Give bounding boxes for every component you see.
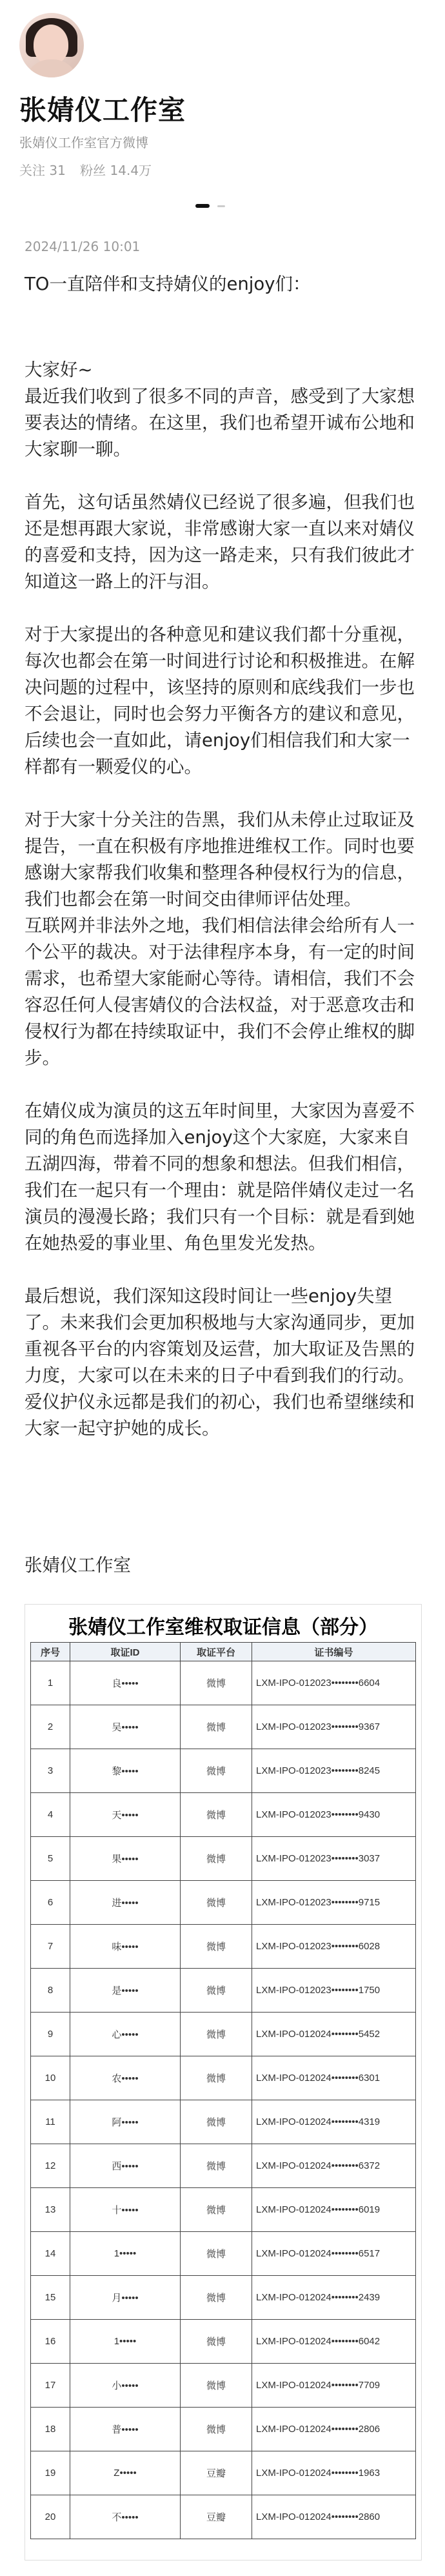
table-row xyxy=(31,2232,416,2276)
table-row xyxy=(31,1925,416,1969)
cell-evidence-id: 良••••• xyxy=(70,1661,181,1705)
table-row xyxy=(31,2013,416,2056)
table-row xyxy=(31,2100,416,2144)
cell-platform: 微博 xyxy=(181,2408,252,2451)
cell-evidence-id: 阿••••• xyxy=(70,2100,181,2144)
avatar-face-shape xyxy=(34,25,68,65)
cell-platform: 微博 xyxy=(181,1837,252,1881)
table-row xyxy=(31,2320,416,2364)
table-row xyxy=(31,2408,416,2451)
profile-stats xyxy=(19,160,162,179)
avatar[interactable] xyxy=(19,13,84,77)
table-row xyxy=(31,1969,416,2013)
header-platform: 取证平台 xyxy=(181,1643,252,1661)
cell-platform: 微博 xyxy=(181,1749,252,1793)
cell-certificate: LXM-IPO-012024••••••••2439 xyxy=(252,2276,416,2320)
cell-certificate: LXM-IPO-012024••••••••6019 xyxy=(252,2188,416,2232)
cell-platform: 微博 xyxy=(181,1705,252,1749)
cell-certificate: LXM-IPO-012024••••••••5452 xyxy=(252,2013,416,2056)
cell-index: 1 xyxy=(31,1661,70,1705)
cell-evidence-id: 小••••• xyxy=(70,2364,181,2408)
cell-index: 9 xyxy=(31,2013,70,2056)
cell-platform: 微博 xyxy=(181,2232,252,2276)
table-row xyxy=(31,2364,416,2408)
table-row xyxy=(31,2451,416,2495)
cell-index: 18 xyxy=(31,2408,70,2451)
cell-platform: 微博 xyxy=(181,2100,252,2144)
header-evidence-id: 取证ID xyxy=(70,1643,181,1661)
cell-index: 8 xyxy=(31,1969,70,2013)
table-row xyxy=(31,2056,416,2100)
cell-certificate: LXM-IPO-012024••••••••2806 xyxy=(252,2408,416,2451)
post-paragraph: 在婧仪成为演员的这五年时间里，大家因为喜爱不同的角色而选择加入enjoy这个大家庭，大家来自五湖四海，带着不同的想象和想法。但我们相信，我们在一起只有一个理由：就是陪伴婧仪走过一名演员的漫漫长路；我们只有一个目标：就是看到她在她热爱的事业里、角色里发光发热。 xyxy=(25,1100,415,1253)
cell-evidence-id: 1••••• xyxy=(70,2232,181,2276)
cell-evidence-id: 十••••• xyxy=(70,2188,181,2232)
cell-index: 4 xyxy=(31,1793,70,1837)
post-date: 2024/11/26 10:01 xyxy=(25,239,141,254)
cell-certificate: LXM-IPO-012024••••••••6517 xyxy=(252,2232,416,2276)
avatar-body-shape xyxy=(25,59,79,77)
cell-platform: 豆瓣 xyxy=(181,2495,252,2539)
cell-evidence-id: 味••••• xyxy=(70,1925,181,1969)
page-indicator xyxy=(217,205,225,207)
table-row xyxy=(31,1661,416,1705)
post-signature: 张婧仪工作室 xyxy=(25,1555,131,1576)
cell-platform: 微博 xyxy=(181,2276,252,2320)
cell-platform: 微博 xyxy=(181,2013,252,2056)
table-row xyxy=(31,1749,416,1793)
cell-index: 14 xyxy=(31,2232,70,2276)
cell-index: 13 xyxy=(31,2188,70,2232)
post-body xyxy=(25,271,424,1468)
cell-evidence-id: 农••••• xyxy=(70,2056,181,2100)
cell-evidence-id: 黎••••• xyxy=(70,1749,181,1793)
cell-platform: 微博 xyxy=(181,2056,252,2100)
evidence-table-body xyxy=(31,1661,416,2539)
cell-platform: 微博 xyxy=(181,1969,252,2013)
cell-certificate: LXM-IPO-012023••••••••9367 xyxy=(252,1705,416,1749)
cell-evidence-id: 心••••• xyxy=(70,2013,181,2056)
profile-header xyxy=(0,0,445,200)
followers-count[interactable]: 粉丝 14.4万 xyxy=(80,163,152,178)
cell-certificate: LXM-IPO-012023••••••••8245 xyxy=(252,1749,416,1793)
cell-platform: 微博 xyxy=(181,1661,252,1705)
cell-certificate: LXM-IPO-012024••••••••6042 xyxy=(252,2320,416,2364)
cell-evidence-id: 天••••• xyxy=(70,1793,181,1837)
cell-platform: 微博 xyxy=(181,1881,252,1925)
cell-platform: 微博 xyxy=(181,1793,252,1837)
post-paragraph: 首先，这句话虽然婧仪已经说了很多遍，但我们也还是想再跟大家说，非常感谢大家一直以来对婧仪的喜爱和支持，因为这一路走来，只有我们彼此才知道这一路上的汗与泪。 xyxy=(25,492,415,592)
cell-evidence-id: 不••••• xyxy=(70,2495,181,2539)
following-count[interactable]: 关注 31 xyxy=(19,163,66,178)
table-row xyxy=(31,1793,416,1837)
cell-evidence-id: 是••••• xyxy=(70,1969,181,2013)
cell-platform: 微博 xyxy=(181,2364,252,2408)
profile-description: 张婧仪工作室官方微博 xyxy=(19,135,148,150)
cell-evidence-id: 进••••• xyxy=(70,1881,181,1925)
cell-index: 16 xyxy=(31,2320,70,2364)
cell-platform: 微博 xyxy=(181,2320,252,2364)
cell-evidence-id: Z••••• xyxy=(70,2451,181,2495)
cell-evidence-id: 普••••• xyxy=(70,2408,181,2451)
cell-index: 6 xyxy=(31,1881,70,1925)
table-row xyxy=(31,2495,416,2539)
evidence-table-image[interactable] xyxy=(25,1604,422,2561)
cell-evidence-id: 吴••••• xyxy=(70,1705,181,1749)
cell-platform: 豆瓣 xyxy=(181,2451,252,2495)
cell-certificate: LXM-IPO-012024••••••••4319 xyxy=(252,2100,416,2144)
cell-index: 11 xyxy=(31,2100,70,2144)
table-row xyxy=(31,2188,416,2232)
post-paragraph: 对于大家提出的各种意见和建议我们都十分重视，每次也都会在第一时间进行讨论和积极推进。在解决问题的过程中，该坚持的原则和底线我们一步也不会退让，同时也会努力平衡各方的建议和意见，后续也会一直如此，请enjoy们相信我们和大家一样都有一颗爱仪的心。 xyxy=(25,624,415,777)
cell-platform: 微博 xyxy=(181,1925,252,1969)
table-row xyxy=(31,2144,416,2188)
cell-certificate: LXM-IPO-012024••••••••7709 xyxy=(252,2364,416,2408)
page-indicator-active xyxy=(195,204,210,208)
cell-index: 5 xyxy=(31,1837,70,1881)
cell-certificate: LXM-IPO-012023••••••••6604 xyxy=(252,1661,416,1705)
header-certificate: 证书编号 xyxy=(252,1643,416,1661)
cell-platform: 微博 xyxy=(181,2188,252,2232)
cell-index: 20 xyxy=(31,2495,70,2539)
post-paragraph: 最后想说，我们深知这段时间让一些enjoy失望了。未来我们会更加积极地与大家沟通同步，更加重视各平台的内容策划及运营，加大取证及告黑的力度，大家可以在未来的日子中看到我们的行动。爱仪护仪永远都是我们的初心，我们也希望继续和大家一起守护她的成长。 xyxy=(25,1286,415,1439)
cell-index: 7 xyxy=(31,1925,70,1969)
cell-index: 19 xyxy=(31,2451,70,2495)
cell-evidence-id: 果••••• xyxy=(70,1837,181,1881)
table-row xyxy=(31,1881,416,1925)
cell-index: 15 xyxy=(31,2276,70,2320)
cell-evidence-id: 西••••• xyxy=(70,2144,181,2188)
cell-evidence-id: 1••••• xyxy=(70,2320,181,2364)
cell-certificate: LXM-IPO-012023••••••••9430 xyxy=(252,1793,416,1837)
header-index: 序号 xyxy=(31,1643,70,1661)
cell-certificate: LXM-IPO-012023••••••••9715 xyxy=(252,1881,416,1925)
evidence-table xyxy=(30,1642,416,2539)
cell-platform: 微博 xyxy=(181,2144,252,2188)
post-paragraph: 大家好~ 最近我们收到了很多不同的声音，感受到了大家想要表达的情绪。在这里，我们也希望开诚布公地和大家聊一聊。 xyxy=(25,360,415,460)
cell-certificate: LXM-IPO-012024••••••••6301 xyxy=(252,2056,416,2100)
evidence-table-title: 张婧仪工作室维权取证信息（部分） xyxy=(68,1616,378,1639)
table-row xyxy=(31,1705,416,1749)
cell-certificate: LXM-IPO-012023••••••••1750 xyxy=(252,1969,416,2013)
post-paragraph: 对于大家十分关注的告黑，我们从未停止过取证及提告，一直在积极有序地推进维权工作。同时也要感谢大家帮我们收集和整理各种侵权行为的信息，我们也都会在第一时间交由律师评估处理。 互联网并非法外之地，我们相信法律会给所有人一个公平的裁决。对于法律程序本身，有一定的时间需求，也希望大家能耐心等待。请相信，我们不会容忍任何人侵害婧仪的合法权益，对于恶意攻击和侵权行为都在持续取证中，我们不会停止维权的脚步。 xyxy=(25,809,415,1068)
table-row xyxy=(31,1837,416,1881)
cell-certificate: LXM-IPO-012023••••••••6028 xyxy=(252,1925,416,1969)
cell-index: 3 xyxy=(31,1749,70,1793)
cell-certificate: LXM-IPO-012023••••••••3037 xyxy=(252,1837,416,1881)
profile-name[interactable]: 张婧仪工作室 xyxy=(19,94,186,126)
cell-evidence-id: 月••••• xyxy=(70,2276,181,2320)
cell-index: 17 xyxy=(31,2364,70,2408)
cell-certificate: LXM-IPO-012024••••••••1963 xyxy=(252,2451,416,2495)
cell-index: 10 xyxy=(31,2056,70,2100)
table-row xyxy=(31,2276,416,2320)
table-header-row xyxy=(31,1643,416,1661)
cell-index: 2 xyxy=(31,1705,70,1749)
cell-certificate: LXM-IPO-012024••••••••6372 xyxy=(252,2144,416,2188)
cell-index: 12 xyxy=(31,2144,70,2188)
post-paragraph: TO一直陪伴和支持婧仪的enjoy们： xyxy=(25,274,311,294)
cell-certificate: LXM-IPO-012024••••••••2860 xyxy=(252,2495,416,2539)
